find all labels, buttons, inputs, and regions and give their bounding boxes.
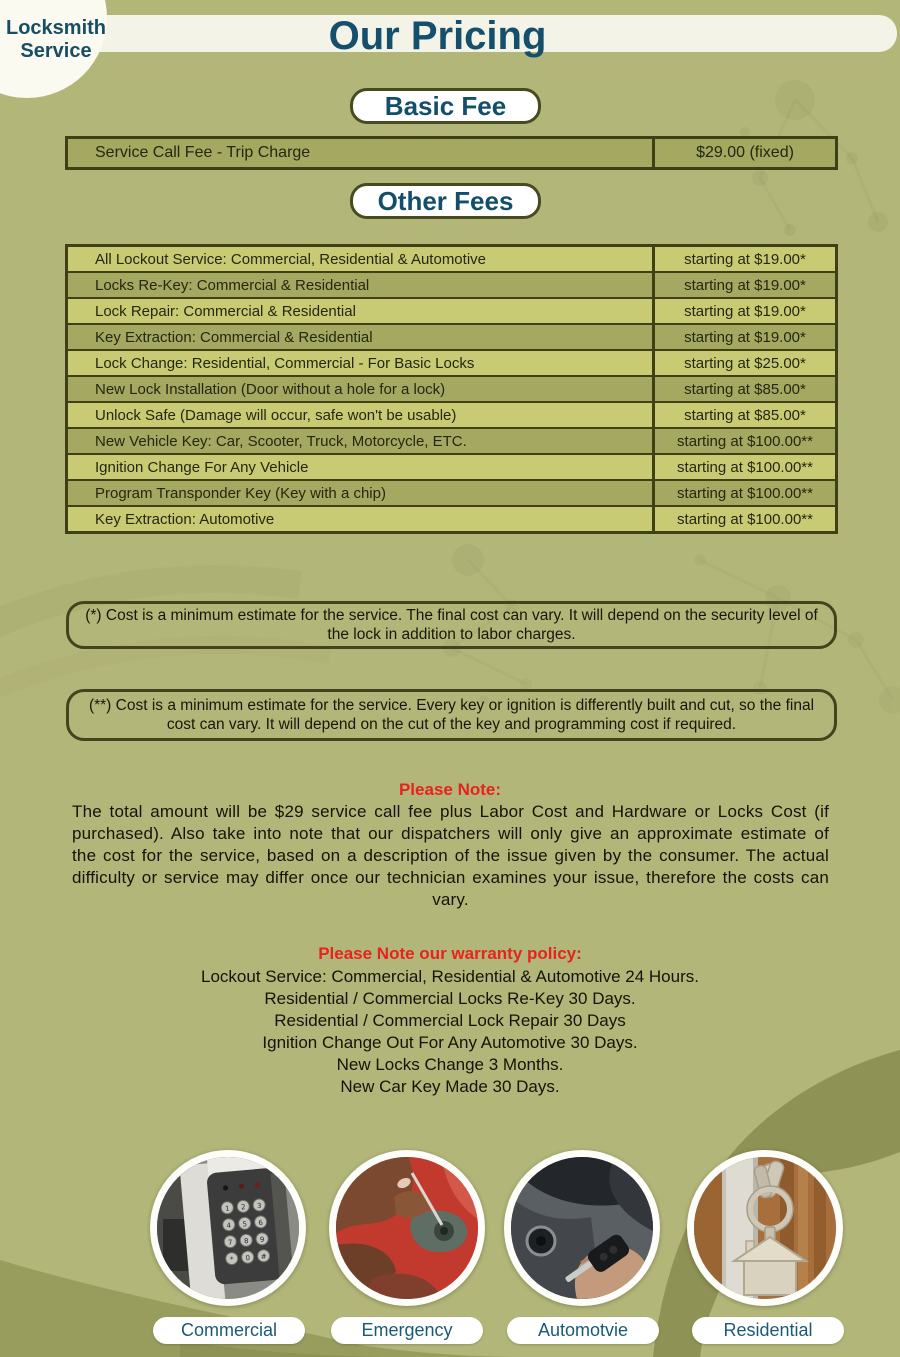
service-price: starting at $100.00**	[652, 455, 835, 479]
logo-line-1: Locksmith	[5, 17, 107, 39]
svg-text:8: 8	[243, 1237, 249, 1246]
footnote-single-asterisk: (*) Cost is a minimum estimate for the service. The final cost can vary. It will depend on the security level of the lock in addition to labor charges.	[66, 601, 837, 649]
service-name: Service Call Fee - Trip Charge	[95, 144, 311, 161]
keypad-lock-photo	[150, 1150, 306, 1306]
table-row	[68, 247, 835, 271]
service-price: starting at $85.00*	[652, 403, 835, 427]
ignition-key-photo	[504, 1150, 660, 1306]
service-price: starting at $100.00**	[652, 429, 835, 453]
svg-text:*: *	[229, 1255, 234, 1264]
house-keychain-photo	[687, 1150, 843, 1306]
warranty-policy-heading: Please Note our warranty policy:	[318, 944, 582, 963]
table-row	[68, 453, 835, 479]
service-price: starting at $100.00**	[652, 507, 835, 531]
svg-text:#: #	[260, 1252, 267, 1262]
other-fees-heading: Other Fees	[350, 183, 541, 219]
service-price: starting at $19.00*	[652, 247, 835, 271]
svg-text:6: 6	[258, 1218, 264, 1228]
svg-text:0: 0	[245, 1254, 251, 1263]
table-row	[68, 427, 835, 453]
service-name: New Lock Installation (Door without a hole for a lock)	[95, 380, 446, 398]
svg-text:4: 4	[226, 1221, 232, 1230]
svg-text:5: 5	[242, 1220, 248, 1229]
service-name: Ignition Change For Any Vehicle	[95, 458, 309, 476]
warranty-item: Residential / Commercial Lock Repair 30 Days	[274, 1011, 626, 1030]
service-name: All Lockout Service: Commercial, Residential & Automotive	[95, 250, 486, 268]
basic-fee-heading: Basic Fee	[350, 88, 541, 124]
service-name: Lock Repair: Commercial & Residential	[95, 302, 356, 320]
category-label-emergency[interactable]: Emergency	[331, 1317, 483, 1344]
logo-line-2: Service	[20, 40, 92, 62]
service-price: starting at $19.00*	[652, 273, 835, 297]
table-row	[68, 139, 835, 167]
car-lockout-photo	[329, 1150, 485, 1306]
table-row	[68, 297, 835, 323]
footnote-double-asterisk: (**) Cost is a minimum estimate for the service. Every key or ignition is differently built and cut, so the final cost can vary. It will depend on the cut of the key and programming cost if required.	[66, 689, 837, 741]
service-price: $29.00 (fixed)	[652, 139, 835, 167]
table-row	[68, 271, 835, 297]
page-title: Our Pricing	[328, 14, 547, 58]
service-price: starting at $85.00*	[652, 377, 835, 401]
service-name: Key Extraction: Commercial & Residential	[95, 328, 373, 346]
service-name: Lock Change: Residential, Commercial - For Basic Locks	[95, 354, 475, 372]
warranty-item: New Locks Change 3 Months.	[336, 1055, 564, 1074]
warranty-item: Ignition Change Out For Any Automotive 30 Days.	[262, 1033, 638, 1052]
please-note-paragraph: The total amount will be $29 service call fee plus Labor Cost and Hardware or Locks Cost (if purchased). Also take into note that our dispatchers will only give an approximate estimate of the cost for the service, based on a description of the issue given by the consumer. The actual difficulty or service may differ once our technician examines your issue, therefore the costs can vary.	[72, 802, 829, 909]
service-name: Key Extraction: Automotive	[95, 510, 275, 528]
table-row	[68, 349, 835, 375]
service-name: Program Transponder Key (Key with a chip)	[95, 484, 386, 502]
table-row	[68, 375, 835, 401]
category-label-automotive[interactable]: Automotvie	[507, 1317, 659, 1344]
table-row	[68, 401, 835, 427]
category-label-residential[interactable]: Residential	[692, 1317, 844, 1344]
table-row	[68, 323, 835, 349]
warranty-item: Residential / Commercial Locks Re-Key 30 Days.	[264, 989, 636, 1008]
svg-text:2: 2	[240, 1203, 246, 1212]
service-name: Locks Re-Key: Commercial & Residential	[95, 276, 370, 294]
service-price: starting at $19.00*	[652, 299, 835, 323]
warranty-policy-list	[0, 966, 900, 1098]
service-price: starting at $100.00**	[652, 481, 835, 505]
basic-fee-table	[65, 136, 838, 170]
warranty-item: New Car Key Made 30 Days.	[340, 1077, 560, 1096]
service-name: New Vehicle Key: Car, Scooter, Truck, Motorcycle, ETC.	[95, 432, 467, 450]
table-row	[68, 505, 835, 531]
svg-text:3: 3	[256, 1201, 262, 1211]
service-price: starting at $19.00*	[652, 325, 835, 349]
service-name: Unlock Safe (Damage will occur, safe won't be usable)	[95, 406, 457, 424]
table-row	[68, 479, 835, 505]
other-fees-table	[65, 244, 838, 534]
svg-text:9: 9	[259, 1235, 265, 1245]
service-price: starting at $25.00*	[652, 351, 835, 375]
please-note-heading: Please Note:	[398, 780, 502, 799]
category-label-commercial[interactable]: Commercial	[153, 1317, 305, 1344]
svg-text:1: 1	[224, 1204, 230, 1213]
warranty-item: Lockout Service: Commercial, Residential & Automotive 24 Hours.	[201, 967, 699, 986]
svg-text:7: 7	[227, 1238, 233, 1247]
logo-text[interactable]	[0, 17, 112, 63]
